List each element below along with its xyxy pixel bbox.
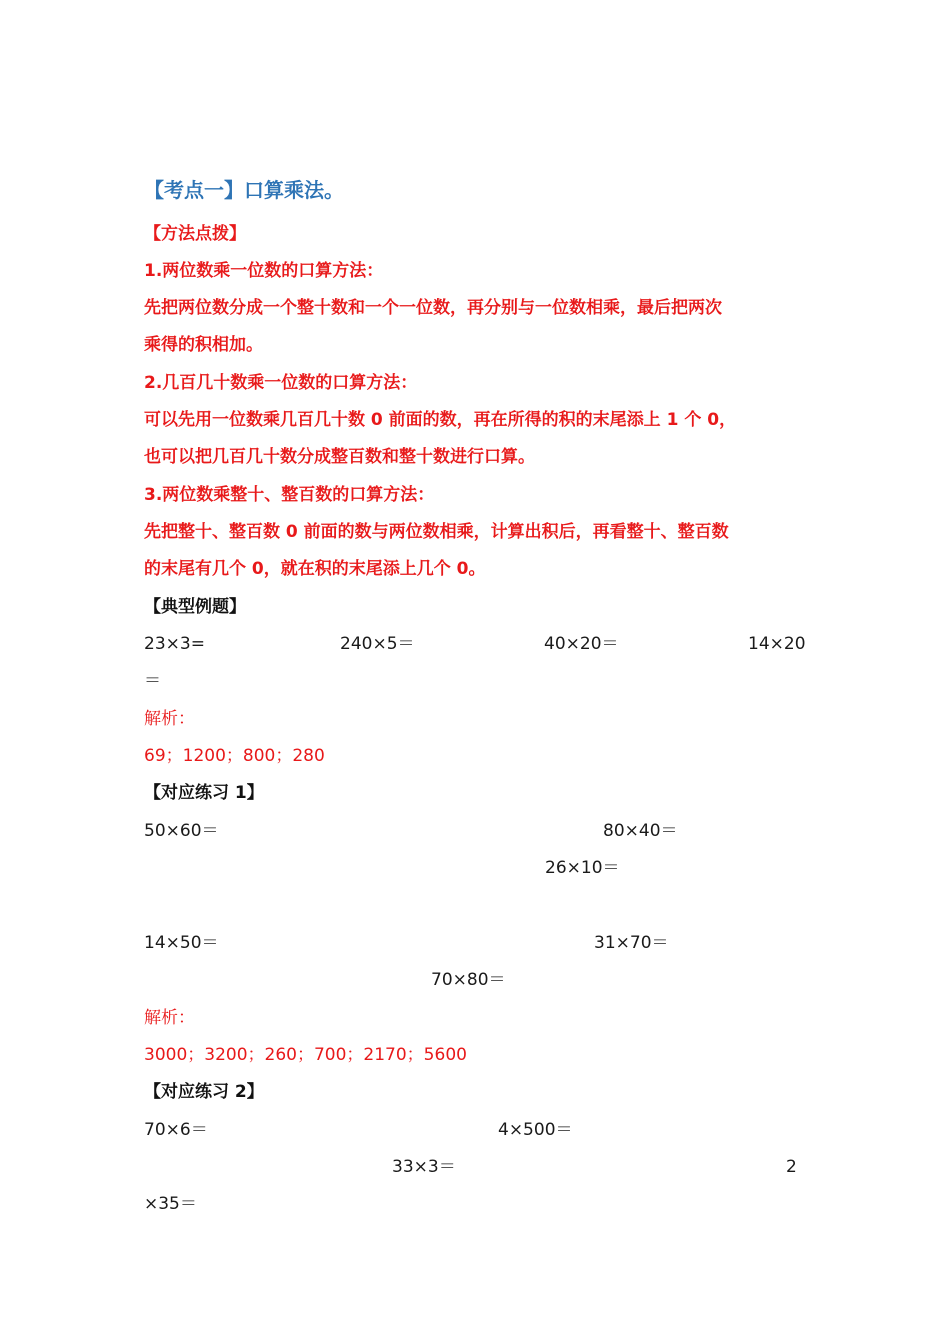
practice1-question-3: 26×10＝: [545, 858, 620, 878]
practice1-question-1: 50×60＝: [144, 821, 219, 841]
example-question-4: 14×20: [748, 634, 806, 654]
practice1-question-2: 80×40＝: [603, 821, 678, 841]
example-header: 【典型例题】: [144, 597, 246, 617]
practice1-question-4: 14×50＝: [144, 933, 219, 953]
practice1-question-5: 31×70＝: [594, 933, 669, 953]
practice1-header: 【对应练习 1】: [144, 783, 264, 803]
practice2-question-4-part2: ×35＝: [144, 1194, 197, 1214]
method-item2-line2: 也可以把几百几十数分成整百数和整十数进行口算。: [144, 447, 535, 467]
example-question-1: 23×3=: [144, 634, 205, 654]
section-title: 【考点一】口算乘法。: [144, 178, 344, 202]
example-analysis-label: 解析：: [144, 709, 195, 729]
practice1-answer: 3000；3200；260；700；2170；5600: [144, 1045, 467, 1065]
method-item2-title: 2.几百几十数乘一位数的口算方法：: [144, 373, 418, 393]
practice1-question-6: 70×80＝: [431, 970, 506, 990]
practice2-header: 【对应练习 2】: [144, 1082, 264, 1102]
practice2-question-4-part1: 2: [786, 1157, 797, 1177]
example-question-2: 240×5＝: [340, 634, 415, 654]
method-item3-line1: 先把整十、整百数 0 前面的数与两位数相乘，计算出积后，再看整十、整百数: [144, 522, 729, 542]
example-question-4-continued: ＝: [144, 671, 161, 691]
example-question-3: 40×20＝: [544, 634, 619, 654]
practice2-question-2: 4×500＝: [498, 1120, 573, 1140]
method-item1-line2: 乘得的积相加。: [144, 335, 263, 355]
method-header: 【方法点拨】: [144, 224, 246, 244]
method-item3-title: 3.两位数乘整十、整百数的口算方法：: [144, 485, 435, 505]
practice2-question-3: 33×3＝: [392, 1157, 456, 1177]
method-item2-line1: 可以先用一位数乘几百几十数 0 前面的数，再在所得的积的末尾添上 1 个 0，: [144, 410, 737, 430]
practice2-question-1: 70×6＝: [144, 1120, 208, 1140]
method-item3-line2: 的末尾有几个 0，就在积的末尾添上几个 0。: [144, 559, 486, 579]
example-answer: 69；1200；800；280: [144, 746, 325, 766]
method-item1-line1: 先把两位数分成一个整十数和一个一位数，再分别与一位数相乘，最后把两次: [144, 298, 722, 318]
practice1-analysis-label: 解析：: [144, 1008, 195, 1028]
method-item1-title: 1.两位数乘一位数的口算方法：: [144, 261, 384, 281]
